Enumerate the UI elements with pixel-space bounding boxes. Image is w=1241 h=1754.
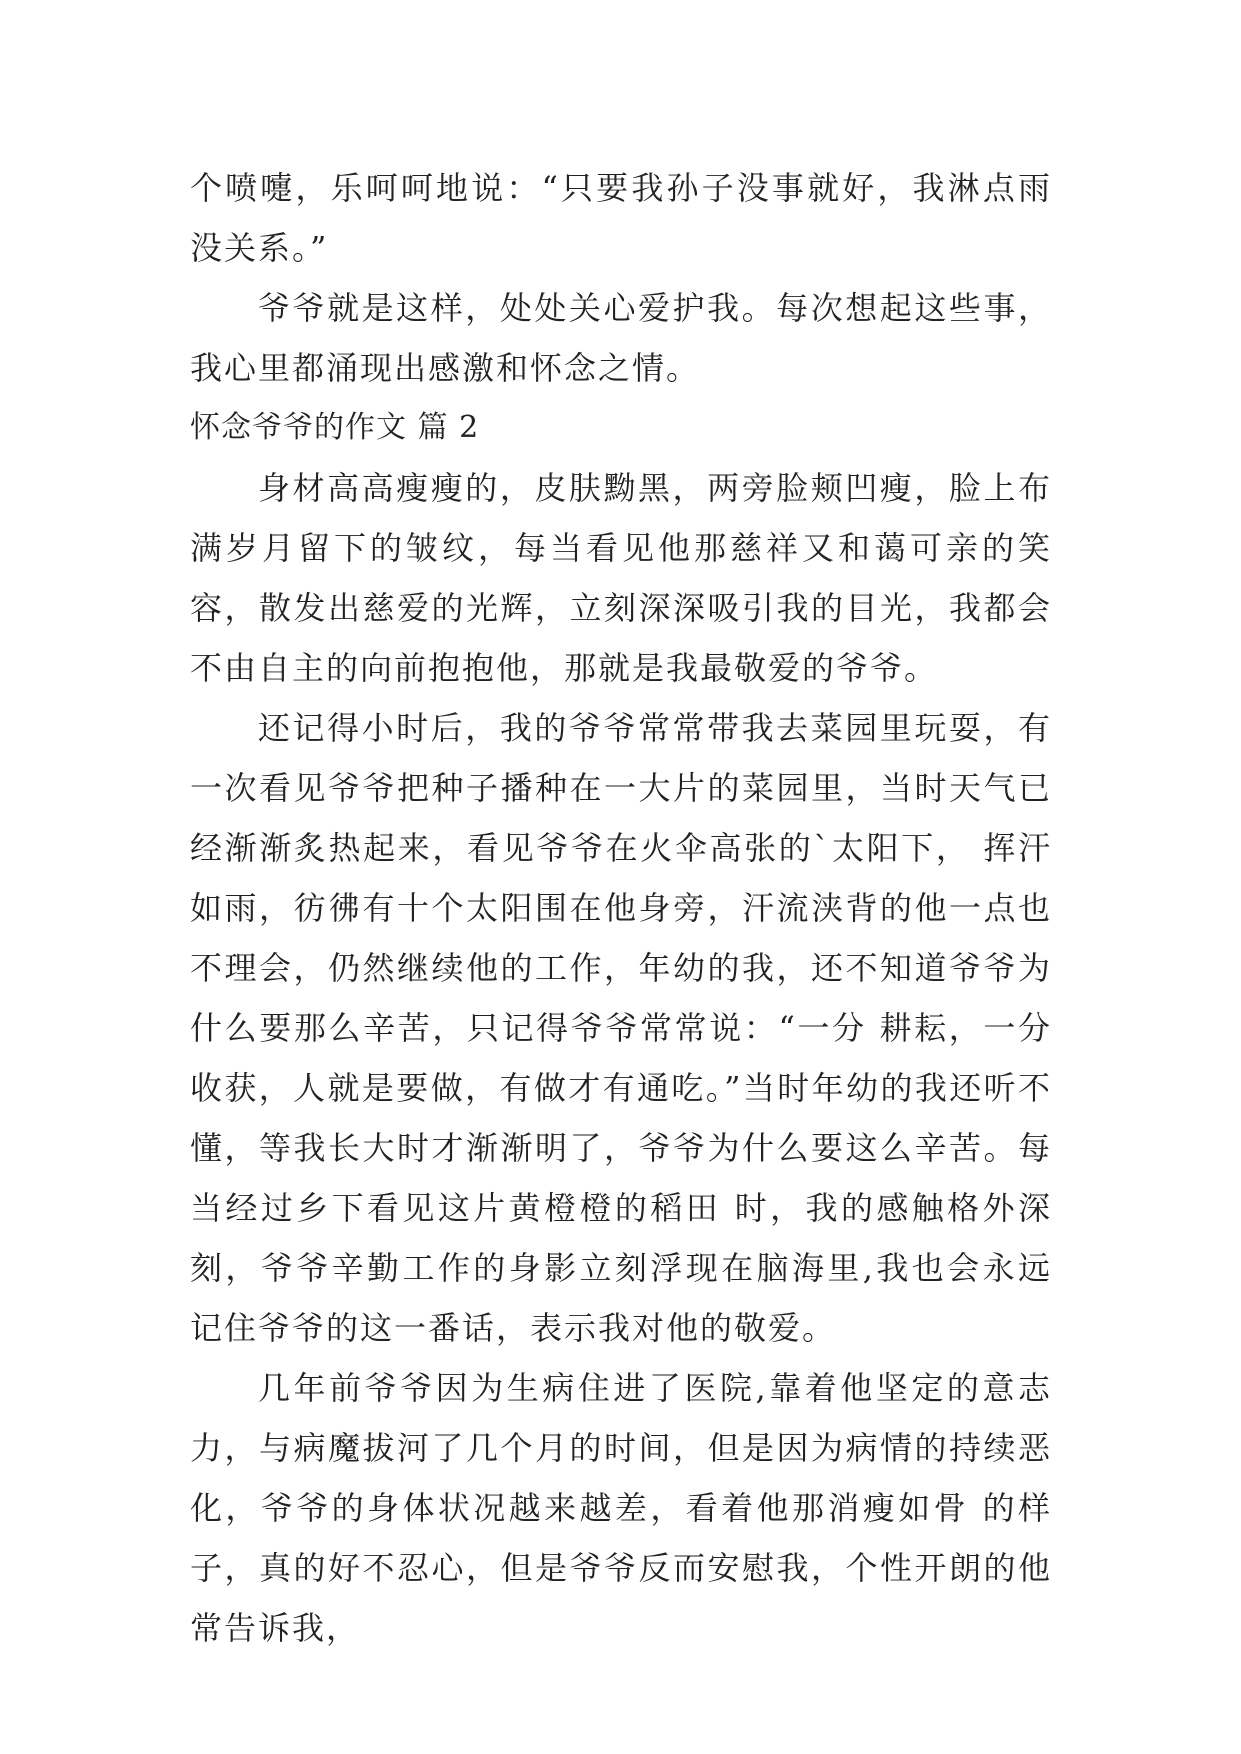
- document-body: [190, 158, 1052, 1658]
- essay-heading: 怀念爷爷的作文 篇 2: [190, 410, 480, 445]
- paragraph-continuation: 个喷嚏，乐呵呵地说：“只要我孙子没事就好，我淋点雨没关系。”: [190, 169, 1052, 267]
- paragraph-description: 身材高高瘦瘦的，皮肤黝黑，两旁脸颊凹瘦，脸上布满岁月留下的皱纹，每当看见他那慈祥又和蔼可亲的笑容，散发出慈爱的光辉，立刻深深吸引我的目光，我都会不由自主的向前抱抱他，那就是我最敬爱的爷爷。: [190, 469, 1052, 687]
- paragraph-memory: 还记得小时后，我的爷爷常常带我去菜园里玩耍，有一次看见爷爷把种子播种在一大片的菜园里，当时天气已经渐渐炙热起来，看见爷爷在火伞高张的`太阳下， 挥汗如雨，彷彿有十个太阳围在他身旁，汗流浃背的他一点也不理会，仍然继续他的工作，年幼的我，还不知道爷爷为什么要那么辛苦，只记得爷爷常常说：“一分 耕耘，一分收获，人就是要做，有做才有通吃。”当时年幼的我还听不懂，等我长大时才渐渐明了，爷爷为什么要这么辛苦。每当经过乡下看见这片黄橙橙的稻田 时，我的感触格外深刻，爷爷辛勤工作的身影立刻浮现在脑海里,我也会永远记住爷爷的这一番话，表示我对他的敬爱。: [190, 709, 1052, 1347]
- paragraph-summary: 爷爷就是这样，处处关心爱护我。每次想起这些事，我心里都涌现出感激和怀念之情。: [190, 289, 1052, 387]
- paragraph-illness: 几年前爷爷因为生病住进了医院,靠着他坚定的意志力，与病魔拔河了几个月的时间，但是因为病情的持续恶化，爷爷的身体状况越来越差，看着他那消瘦如骨 的样子，真的好不忍心，但是爷爷反而安慰我，个性开朗的他常告诉我，: [190, 1369, 1052, 1647]
